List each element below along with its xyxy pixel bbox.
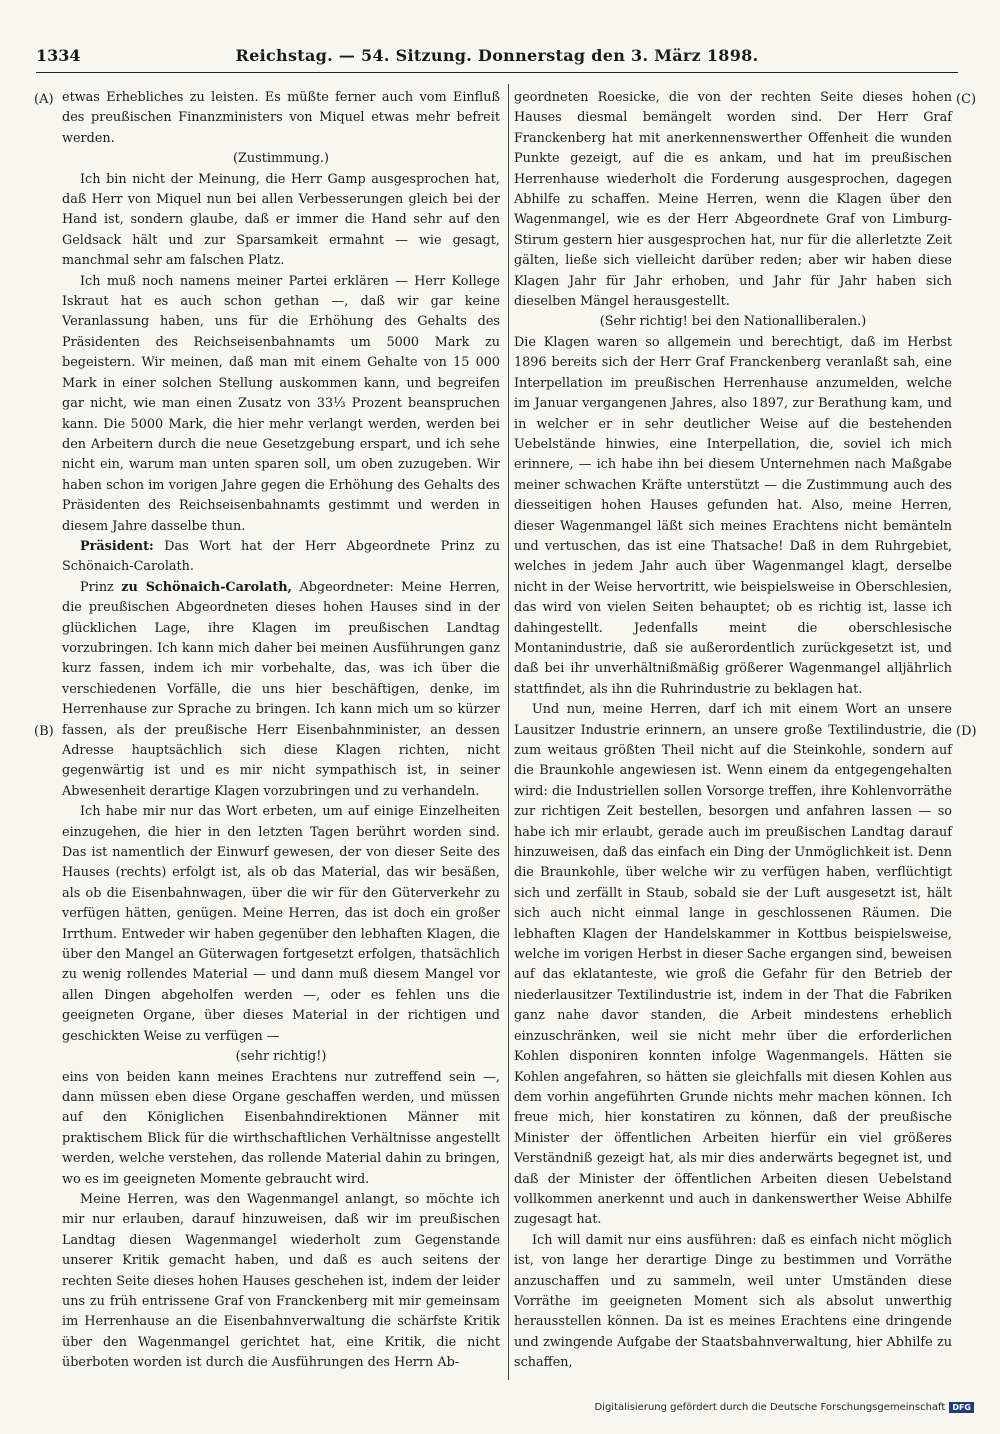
right-column <box>514 88 952 1374</box>
speaker-statement <box>62 578 500 802</box>
paragraph: Die Klagen waren so allgemein und berechtigt, daß im Herbst 1896 bereits sich der Herr Graf Franckenberg veranlaßt sah, eine Interpellation im preußischen Herrenhause anzumelden, welche im Januar vergangenen Jahres, also 1897, zur Berathung kam, und in welcher er in sehr deutlicher Weise auf die bestehenden Uebelstände hinwies, eine Interpellation, die, soviel ich mich erinnere, — ich habe ihn bei diesem Unternehmen nach Maßgabe meiner schwachen Kräfte unterstützt — die Zustimmung auch des diesseitigen hohen Hauses gefunden hat. Also, meine Herren, dieser Wagenmangel läßt sich meines Erachtens nicht bemänteln und vertuschen, das ist eine Thatsache! Daß in dem Ruhrgebiet, welches in jedem Jahr auch über Wagenmangel klagt, derselbe nicht in der Weise hervortritt, wie beispielsweise in Oberschlesien, das wird von vielen Seiten behauptet; ob es richtig ist, lasse ich dahingestellt. Jedenfalls meint die oberschlesische Montanindustrie, daß sie außerordentlich zurückgesetzt ist, und daß bei ihr unverhältnißmäßig größerer Wagenmangel alljährlich stattfindet, als ihn die Ruhrindustrie zu beklagen hat. <box>514 334 952 697</box>
paragraph: geordneten Roesicke, die von der rechten Seite dieses hohen Hauses diesmal bemängelt worden sind. Der Herr Graf Franckenberg hat mit anerkennenswerther Offenheit die wunden Punkte gezeigt, auf die es ankam, und hat im preußischen Herrenhause wiederholt die Forderung ausgesprochen, dagegen Abhilfe zu schaffen. Meine Herren, wenn die Klagen über den Wagenmangel, wie es der Herr Abgeordnete Graf von Limburg-Stirum gestern hier ausgesprochen hat, nur für die allerletzte Zeit gälten, ließe sich vielleicht darüber reden; aber wir haben diese Klagen Jahr für Jahr erhoben, und Jahr für Jahr haben sich dieselben Mängel herausgestellt. <box>514 90 952 310</box>
president-label: Präsident: <box>80 538 154 554</box>
interjection: (Sehr richtig! bei den Nationalliberalen.) <box>599 314 867 330</box>
president-text: Das Wort hat der Herr Abgeordnete Prinz zu Schönaich-Carolath. <box>62 538 500 575</box>
paragraph: Ich will damit nur eins ausführen: daß es einfach nicht möglich ist, von lange her derartige Dinge zu bestimmen und Vorräthe anzuschaffen und zu sammeln, weil unter Umständen diese Vorräthe im geeigneten Moment sich als absolut unwerthig herausstellen können. Da ist es meines Erachtens eine dringende und zwingende Aufgabe der Staatsbahnverwaltung, hier Abhilfe zu schaffen, <box>514 1232 952 1371</box>
paragraph: Ich bin nicht der Meinung, die Herr Gamp ausgesprochen hat, daß Herr von Miquel nun bei allen Verbesserungen gleich bei der Hand ist, sondern glaube, daß er immer die Hand sehr auf den Geldsack hält und zur Sparsamkeit ermahnt — wie gesagt, manchmal sehr am falschen Platz. <box>62 171 500 269</box>
speaker-name: zu Schönaich-Carolath, <box>121 579 293 595</box>
interjection: (Zustimmung.) <box>233 151 329 167</box>
paragraph: Und nun, meine Herren, darf ich mit einem Wort an unsere Lausitzer Industrie erinnern, an unsere große Textilindustrie, die zum weitaus größten Theil nicht auf die Steinkohle, sondern auf die Braunkohle angewiesen ist. Wenn einem da entgegengehalten wird: die Industriellen sollen Vorsorge treffen, ihre Kohlenvorräthe zur richtigen Zeit bestellen, besorgen und anfahren lassen — so habe ich mir erlaubt, gerade auch im preußischen Landtag darauf hinzuweisen, daß das einfach ein Ding der Unmöglichkeit ist. Denn die Braunkohle, über welche wir zu verfügen haben, verflüchtigt sich und zerfällt in Staub, sobald sie der Luft ausgesetzt ist, hält sich auch nicht einmal lange in geschlossenen Räumen. Die lebhaften Klagen der Handelskammer in Kottbus beispielsweise, welche im vorigen Herbst in dieser Sache ergangen sind, beweisen auf das eklatanteste, wie groß die Gefahr für den Betrieb der niederlausitzer Textilindustrie ist, indem in der That die Fabriken ganz nahe davor standen, die Arbeit mindestens erheblich einzuschränken, weil sie nicht mehr über die erforderlichen Kohlen disponiren konnten infolge Wagenmangels. Hätten sie Kohlen angefahren, so hätten sie gleichfalls mit diesen Kohlen aus dem vorhin angeführten Grunde nichts mehr machen können. Ich freue mich, hier konstatiren zu können, daß der preußische Minister der öffentlichen Arbeiten hierfür ein viel größeres Verständniß gezeigt hat, als mir dies anderwärts begegnet ist, und daß der Minister der öffentlichen Arbeiten diesen Uebelstand vollkommen anerkennt und auch in dankenswerther Weise Abhilfe zugesagt hat. <box>514 702 952 1228</box>
footer-text: Digitalisierung gefördert durch die Deutsche Forschungsgemeinschaft <box>594 1402 946 1413</box>
footer <box>594 1402 974 1413</box>
paragraph: etwas Erhebliches zu leisten. Es müßte ferner auch vom Einfluß des preußischen Finanzministers von Miquel etwas mehr befreit werden. <box>62 90 500 146</box>
speaker-text: Abgeordneter: Meine Herren, die preußischen Abgeordneten dieses hohen Hauses sind in der glücklichen Lage, ihre Klagen im preußischen Landtag vorzubringen. Ich kann mich daher bei meinen Ausführungen ganz kurz fassen, indem ich mir vorbehalte, das, was ich über die verschiedenen Vorfälle, die uns hier beschäftigen, denke, im Herrenhause zur Sprache zu bringen. Ich kann mich um so kürzer fassen, als der preußische Herr Eisenbahnminister, an dessen Adresse hauptsächlich sich diese Klagen richten, nicht gegenwärtig ist und es mir nicht sympathisch ist, in seiner Abwesenheit derartige Klagen vorzubringen und zu verhandeln. <box>62 579 500 799</box>
paragraph: Ich muß noch namens meiner Partei erklären — Herr Kollege Iskraut hat es auch schon gethan —, daß wir gar keine Veranlassung haben, uns für die Erhöhung des Gehalts des Präsidenten des Reichseisenbahnamts um 5000 Mark zu begeistern. Wir meinen, daß man mit einem Gehalte von 15 000 Mark in einer solchen Stellung auskommen kann, und begreifen gar nicht, wie man einen Zusatz von 33⅓ Prozent beanspruchen kann. Die 5000 Mark, die hier mehr verlangt werden, werden bei den Arbeitern durch die neue Gesetzgebung erspart, und ich sehe nicht ein, warum man unten sparen soll, um oben zuzugeben. Wir haben schon im vorigen Jahre gegen die Erhöhung des Gehalts des Präsidenten des Reichseisenbahnamts gestimmt und werden in diesem Jahre dasselbe thun. <box>62 273 500 534</box>
page-title: Reichstag. — 54. Sitzung. Donnerstag den 3. März 1898. <box>235 46 759 65</box>
interjection: (sehr richtig!) <box>235 1049 327 1065</box>
left-column <box>62 88 500 1374</box>
paragraph: eins von beiden kann meines Erachtens nur zutreffend sein —, dann müssen eben diese Organe geschaffen werden, und müssen auf den Königlichen Eisenbahndirektionen Männer mit praktischem Blick für die wirthschaftlichen Verhältnisse angestellt werden, welche verstehen, das rollende Material dahin zu bringen, wo es im geeigneten Momente gebraucht wird. <box>62 1069 500 1187</box>
speaker-prefix: Prinz <box>80 579 114 595</box>
dfg-logo: DFG <box>949 1402 974 1413</box>
column-divider <box>508 84 509 1380</box>
president-statement <box>62 537 500 578</box>
paragraph: Ich habe mir nur das Wort erbeten, um auf einige Einzelheiten einzugehen, die hier in den letzten Tagen berührt worden sind. Das ist namentlich der Einwurf gewesen, der von dieser Seite des Hauses (rechts) erfolgt ist, als ob das Material, das wir besäßen, als ob die Eisenbahnwagen, über die wir für den Güterverkehr zu verfügen hätten, genügen. Meine Herren, das ist doch ein großer Irrthum. Entweder wir haben gegenüber den lebhaften Klagen, die über den Mangel an Güterwagen fortgesetzt erfolgen, thatsächlich zu wenig rollendes Material — und dann muß diesem Mangel vor allen Dingen abgeholfen werden —, oder es fehlen uns die geeigneten Organe, über dieses Material in der richtigen und geschickten Weise zu verfügen — <box>62 804 500 1044</box>
page-header <box>36 42 958 73</box>
margin-marker-b: (B) <box>34 724 54 739</box>
margin-marker-d: (D) <box>956 724 977 739</box>
page-number: 1334 <box>36 46 81 65</box>
margin-marker-a: (A) <box>34 92 54 107</box>
paragraph: Meine Herren, was den Wagenmangel anlangt, so möchte ich mir nur erlauben, darauf hinzuweisen, daß wir im preußischen Landtag diesen Wagenmangel wiederholt zum Gegenstande unserer Kritik gemacht haben, und daß es auch seitens der rechten Seite dieses hohen Hauses geschehen ist, indem der leider uns zu früh entrissene Graf von Franckenberg mit mir gemeinsam im Herrenhause an die Eisenbahnverwaltung die schärfste Kritik über den Wagenmangel gerichtet hat, eine Kritik, die nicht überboten worden ist durch die Ausführungen des Herrn Ab- <box>62 1191 500 1371</box>
margin-marker-c: (C) <box>956 92 977 107</box>
